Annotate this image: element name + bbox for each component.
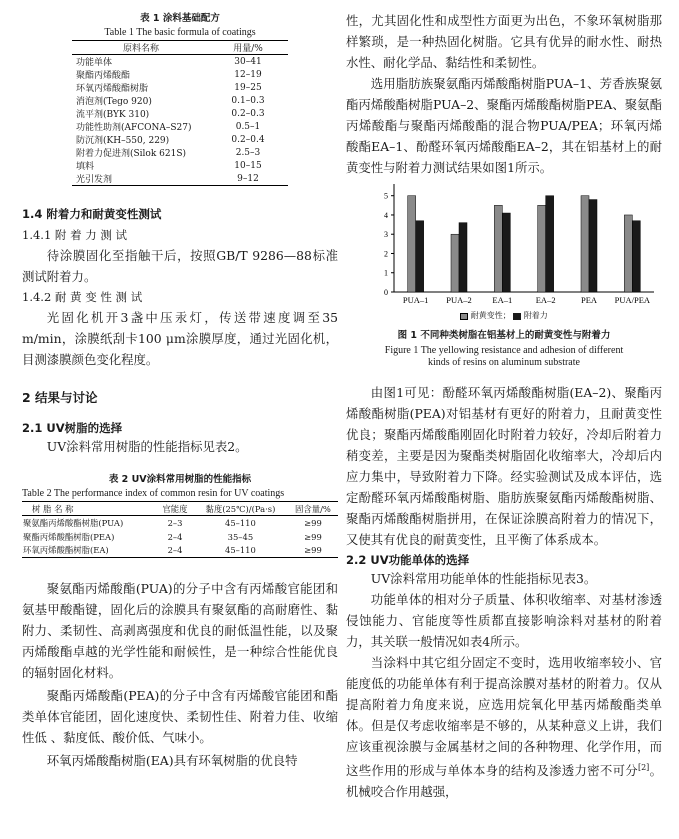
table-cell: 0.2–0.3 — [231, 108, 265, 119]
table-cell: 聚酯丙烯酸酯树脂(PEA) — [23, 531, 115, 542]
section-2-2-intro: UV涂料常用功能单体的性能指标见表3。 — [370, 571, 597, 586]
section-1-4-heading: 1.4 附着力和耐黄变性测试 — [22, 207, 162, 221]
table-cell: 2–3 — [167, 517, 183, 528]
legend-swatch-yellowing — [460, 313, 468, 320]
x-tick-label: PUA–1 — [402, 295, 429, 305]
x-tick-label: PUA/PEA — [614, 295, 651, 305]
table-cell: 填料 — [76, 162, 95, 172]
x-tick-label: PEA — [580, 295, 598, 305]
reference-mark: [2] — [637, 763, 650, 772]
table-cell: 10–15 — [234, 160, 262, 171]
table-row — [72, 68, 288, 81]
table-cell: 0.2–0.4 — [231, 134, 265, 145]
section-1-4-2-text: 光固化机开3盏中压汞灯，传送带速度调至35 m/min，涂膜纸刮卡100 μm涂膜厚度，通过光固化机，目测漆膜颜色变化程度。 — [22, 310, 338, 367]
table1-caption-en: Table 1 The basic formula of coatings — [104, 27, 256, 38]
bar-yellowing — [624, 215, 632, 292]
table-row — [72, 159, 288, 172]
table-cell: 45–110 — [224, 517, 256, 528]
table-cell: 30–41 — [234, 56, 262, 67]
monomer-properties-paragraph: 功能单体的相对分子质量、体积收缩率、对基材渗透侵蚀能力、官能度等性质都直接影响涂料对基材的附着力，其关联一般情况如表4所示。 — [346, 592, 662, 649]
table-cell: 环氧丙烯酸酯树脂 — [76, 84, 149, 94]
table-cell: 功能单体 — [76, 58, 113, 68]
section-1-4-1-heading: 1.4.1 附 着 力 测 试 — [22, 228, 128, 242]
table-cell: 光引发剂 — [76, 175, 113, 185]
table-row — [72, 146, 288, 159]
y-tick-label: 4 — [384, 210, 388, 220]
x-tick-label: EA–1 — [492, 295, 513, 305]
figure1-discussion: 由图1可见：酚醛环氧丙烯酸酯树脂(EA–2)、聚酯丙烯酸酯树脂(PEA)对铝基材有更好的附着力，且耐黄变性优良；聚酯丙烯酸酯刚固化时附着力较好，冷却后附着力稍变差，主要是因为聚酯类树脂固化收缩率大，冷却后内应力集中，导致附着力下降。经实验测试及成本评估，选定酚醛环氧丙烯酸酯树脂、脂肪族聚氨酯丙烯酸酯树脂、聚酯丙烯酸酯树脂拼用，在保证涂膜高附着力的情况下，又使其有优良的耐黄变性，且平衡了体系成本。 — [346, 385, 662, 547]
bar-adhesion — [632, 221, 640, 292]
table-cell: 功能性助剂(AFCONA–S27) — [76, 123, 192, 133]
table-cell: 防沉剂(KH–550, 229) — [76, 136, 170, 146]
x-tick-label: EA–2 — [535, 295, 556, 305]
monomer-selection-tail: 。机械咬合作用越强， — [346, 763, 663, 800]
ea-paragraph: 环氧丙烯酸酯树脂(EA)具有环氧树脂的优良特 — [46, 753, 298, 768]
monomer-selection-text: 当涂料中其它组分固定不变时，选用收缩率较小、官能度低的功能单体有利于提高涂膜对基材的附着力。仅从提高附着力角度来说，应选用烷氧化甲基丙烯酸酯类单体。但是仅考虑收缩率是不够的，从某种意义上讲，我们应该重视涂膜与金属基材之间的各种物理、化学作用，而这些作用的形成与单体本身的结构及渗透力密不可分 — [346, 655, 662, 779]
bar-adhesion — [546, 196, 554, 292]
table2-header-cell: 官能度 — [162, 503, 188, 514]
table1-caption-cn: 表 1 涂料基础配方 — [140, 13, 220, 24]
table1-header-cell: 原料名称 — [122, 44, 159, 54]
bar-yellowing — [538, 205, 546, 292]
monomer-selection-paragraph — [346, 652, 662, 802]
table-row — [72, 120, 288, 133]
table-row — [72, 81, 288, 94]
figure1-caption-en-2: kinds of resins on aluminum substrate — [428, 357, 580, 368]
table-cell: ≥99 — [304, 517, 322, 528]
table1-header-cell: 用量/% — [233, 44, 263, 54]
table-cell: 0.5–1 — [235, 121, 261, 132]
bar-adhesion — [502, 213, 510, 292]
pua-paragraph: 聚氨酯丙烯酸酯(PUA)的分子中含有丙烯酸官能团和氨基甲酸酯键，固化后的涂膜具有聚氨酯的高耐磨性、黏附力、柔韧性、高剥离强度和优良的耐低温性能，以及聚丙烯酸酯卓越的光学性能和耐候性，是一种综合性能优良的辐射固化材料。 — [22, 581, 338, 680]
table2-header-cell: 固含量/% — [294, 503, 331, 514]
left-column — [22, 10, 338, 771]
bar-adhesion — [459, 223, 467, 292]
table-cell: 聚氨酯丙烯酸酯树脂(PUA) — [23, 517, 124, 528]
table-row — [22, 530, 338, 544]
table-cell: 附着力促进剂(Silok 621S) — [76, 149, 187, 159]
table-cell: 2.5–3 — [235, 147, 261, 158]
resin-paragraph-continued: 性，尤其固化性和成型性方面更为出色，不象环氧树脂那样繁琐，是一种热固化树脂。它具有优异的耐水性、耐热水性、耐化学品、黏结性和柔韧性。 — [346, 13, 662, 70]
bar-adhesion — [589, 200, 597, 292]
figure1-bar-chart — [346, 180, 662, 310]
section-2-1-heading: 2.1 UV树脂的选择 — [22, 421, 123, 435]
table-cell: 2–4 — [167, 545, 183, 556]
table-cell: 聚酯丙烯酸酯 — [76, 71, 131, 81]
table-row — [72, 94, 288, 107]
y-tick-label: 1 — [384, 268, 388, 278]
table-cell: ≥99 — [304, 545, 322, 556]
bar-yellowing — [451, 234, 459, 292]
table2 — [22, 501, 338, 558]
figure1-caption-cn: 图 1 不同种类树脂在铝基材上的耐黄变性与附着力 — [397, 330, 611, 341]
table-row — [72, 172, 288, 186]
table-cell: 环氧丙烯酸酯树脂(EA) — [23, 545, 109, 556]
bar-adhesion — [416, 221, 424, 292]
table-cell: 35–45 — [227, 531, 254, 542]
y-tick-label: 0 — [384, 288, 388, 297]
table-row — [72, 133, 288, 146]
table2-caption-cn: 表 2 UV涂料常用树脂的性能指标 — [108, 474, 252, 485]
table1-header-row — [72, 41, 288, 55]
pea-paragraph: 聚酯丙烯酸酯(PEA)的分子中含有丙烯酸官能团和酯类单体官能团，固化速度快、柔韧性佳、附着力佳、收缩性低 、黏度低、酸价低、气味小。 — [22, 688, 338, 745]
x-tick-label: PUA–2 — [446, 295, 472, 305]
figure1-legend: 耐黄变性； 附着力 — [346, 310, 662, 321]
table-cell: 流平剂(BYK 310) — [76, 110, 150, 120]
resin-selection-paragraph: 选用脂肪族聚氨酯丙烯酸酯树脂PUA–1、芳香族聚氨酯丙烯酸酯树脂PUA–2、聚酯丙烯酸酯树脂PEA、聚氨酯丙烯酸酯与聚酯丙烯酸酯的混合物PUA/PEA；环氧丙烯酸酯EA–1、酚醛环氧丙烯酸酯EA–2，其在铝基材上的耐黄变性与附着力测试结果如图1所示。 — [346, 76, 662, 175]
table2-header-row — [22, 502, 338, 516]
table2-caption-en: Table 2 The performance index of common resin for UV coatings — [22, 488, 285, 499]
table-cell: 45–110 — [224, 545, 256, 556]
bar-yellowing — [581, 196, 589, 292]
table-cell: 12–19 — [234, 69, 262, 80]
section-1-4-2-heading: 1.4.2 耐 黄 变 性 测 试 — [22, 290, 143, 304]
section-1-4-1-text: 待涂膜固化至指触干后，按照GB/T 9286—88标准测试附着力。 — [22, 248, 338, 284]
figure1-caption-en-1: Figure 1 The yellowing resistance and adhesion of different — [384, 345, 624, 356]
table-cell: 2–4 — [167, 531, 183, 542]
y-tick-label: 2 — [384, 249, 388, 259]
legend-label: 附着力 — [523, 311, 548, 320]
table-row — [72, 55, 288, 69]
table-row — [22, 544, 338, 558]
figure1-chart — [346, 180, 662, 310]
table1 — [72, 40, 288, 186]
bar-yellowing — [408, 196, 416, 292]
section-2-1-intro: UV涂料常用树脂的性能指标见表2。 — [46, 439, 248, 454]
section-2-heading: 2 结果与讨论 — [22, 390, 98, 405]
right-column — [346, 10, 662, 802]
table2-header-cell: 黏度(25℃)/(Pa·s) — [205, 503, 276, 514]
table2-header-cell: 树 脂 名 称 — [32, 503, 74, 514]
table-row — [22, 516, 338, 530]
table-row — [72, 107, 288, 120]
y-tick-label: 3 — [384, 230, 388, 240]
table-cell: 9–12 — [237, 173, 259, 184]
legend-label: 耐黄变性 — [470, 311, 503, 320]
table-cell: 19–25 — [234, 82, 262, 93]
bar-yellowing — [494, 205, 502, 292]
y-tick-label: 5 — [384, 191, 388, 201]
legend-swatch-adhesion — [513, 313, 521, 320]
table-cell: 0.1–0.3 — [231, 95, 265, 106]
section-2-2-heading: 2.2 UV功能单体的选择 — [346, 553, 470, 567]
table-cell: 消泡剂(Tego 920) — [76, 97, 152, 107]
table-cell: ≥99 — [304, 531, 322, 542]
